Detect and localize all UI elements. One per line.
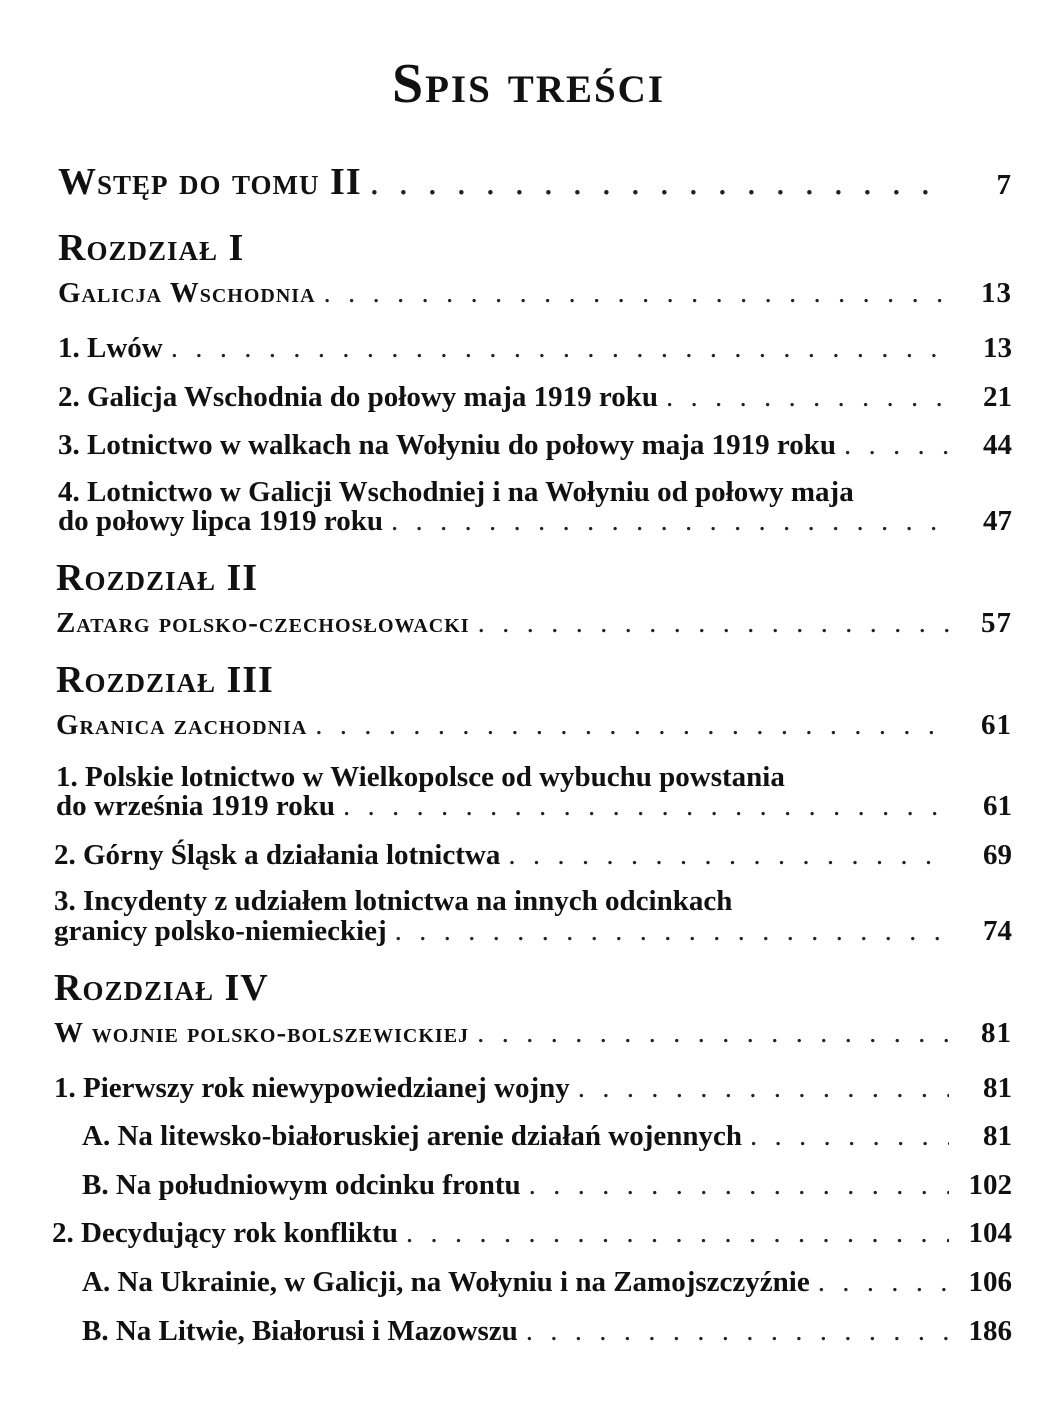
page-number: 186	[968, 1315, 1012, 1347]
page-number: 104	[968, 1217, 1012, 1249]
toc-entry-ch4-s2[interactable]	[52, 1218, 1012, 1248]
page-number: 74	[983, 915, 1012, 947]
page-number: 44	[983, 429, 1012, 461]
page-number: 106	[968, 1266, 1012, 1298]
toc-entry-ch3-subtitle[interactable]	[56, 710, 1012, 740]
toc-entry-label: 2. Galicja Wschodnia do połowy maja 1919 roku	[58, 381, 658, 413]
chapter-heading-3: Rozdział III	[56, 659, 274, 701]
page-number: 13	[983, 332, 1012, 364]
toc-entry-ch3-s2[interactable]	[54, 840, 1012, 870]
page-number: 81	[981, 1017, 1012, 1049]
leader-dots	[343, 791, 949, 821]
leader-dots	[508, 840, 949, 870]
page-number: 102	[968, 1169, 1012, 1201]
leader-dots	[324, 278, 949, 308]
toc-entry-ch2-subtitle[interactable]	[56, 608, 1012, 638]
toc-entry-intro[interactable]	[58, 162, 1012, 205]
page-number: 7	[996, 169, 1012, 201]
toc-entry-ch1-s4[interactable]	[58, 506, 1012, 536]
toc-entry-ch3-s1-line1: 1. Polskie lotnictwo w Wielkopolsce od wybuchu powstania	[56, 761, 785, 793]
toc-entry-label: 1. Pierwszy rok niewypowiedzianej wojny	[54, 1072, 570, 1104]
leader-dots	[526, 1316, 949, 1346]
page-number: 81	[983, 1072, 1012, 1104]
toc-entry-ch1-s2[interactable]	[58, 382, 1012, 412]
toc-entry-label: A. Na litewsko-białoruskiej arenie działań wojennych	[82, 1120, 743, 1152]
leader-dots	[395, 916, 949, 946]
toc-entry-label: W wojnie polsko-bolszewickiej	[54, 1017, 470, 1049]
toc-entry-ch1-s4-line1: 4. Lotnictwo w Galicji Wschodniej i na Wołyniu od połowy maja	[58, 476, 854, 508]
leader-dots	[844, 430, 949, 460]
leader-dots	[370, 162, 949, 202]
toc-entry-ch4-s1[interactable]	[54, 1073, 1012, 1103]
leader-dots	[477, 1018, 949, 1048]
leader-dots	[750, 1121, 949, 1151]
page-number: 57	[981, 607, 1012, 639]
page-title: Spis treści	[391, 53, 666, 115]
toc-entry-label: Zatarg polsko-czechosłowacki	[56, 607, 470, 639]
toc-entry-ch1-s1[interactable]	[58, 333, 1012, 363]
leader-dots	[818, 1267, 949, 1297]
chapter-heading-2: Rozdział II	[56, 557, 259, 599]
page-number: 21	[983, 381, 1012, 413]
toc-entry-ch3-s3[interactable]	[54, 916, 1012, 946]
toc-entry-ch3-s1[interactable]	[56, 791, 1012, 821]
leader-dots	[171, 333, 949, 363]
toc-entry-label: Granica zachodnia	[56, 709, 308, 741]
toc-entry-label: do września 1919 roku	[56, 790, 336, 822]
toc-entry-label: 2. Górny Śląsk a działania lotnictwa	[54, 839, 501, 871]
chapter-heading-1: Rozdział I	[58, 227, 245, 269]
leader-dots	[406, 1218, 949, 1248]
toc-entry-label: 2. Decydujący rok konfliktu	[52, 1217, 398, 1249]
toc-entry-label: granicy polsko-niemieckiej	[54, 915, 387, 947]
toc-entry-ch4-s1a[interactable]	[82, 1121, 1012, 1151]
toc-entry-label: 3. Lotnictwo w walkach na Wołyniu do połowy maja 1919 roku	[58, 429, 837, 461]
page-number: 69	[983, 839, 1012, 871]
toc-entry-label: Galicja Wschodnia	[58, 277, 316, 309]
leader-dots	[391, 506, 949, 536]
toc-entry-ch4-s2a[interactable]	[82, 1267, 1012, 1297]
leader-dots	[666, 382, 949, 412]
toc-entry-ch4-subtitle[interactable]	[54, 1018, 1012, 1048]
page-number: 61	[983, 790, 1012, 822]
toc-entry-label: A. Na Ukrainie, w Galicji, na Wołyniu i na Zamojszczyźnie	[82, 1266, 810, 1298]
page-number: 13	[981, 277, 1012, 309]
toc-entry-ch4-s2b[interactable]	[82, 1316, 1012, 1346]
leader-dots	[529, 1170, 949, 1200]
leader-dots	[315, 710, 949, 740]
toc-entry-label: do połowy lipca 1919 roku	[58, 505, 383, 537]
toc-entry-ch3-s3-line1: 3. Incydenty z udziałem lotnictwa na innych odcinkach	[54, 885, 733, 917]
page-number: 47	[983, 505, 1012, 537]
page-number: 81	[983, 1120, 1012, 1152]
leader-dots	[578, 1073, 949, 1103]
toc-entry-label: B. Na Litwie, Białorusi i Mazowszu	[82, 1315, 518, 1347]
leader-dots	[478, 608, 949, 638]
toc-entry-label: B. Na południowym odcinku frontu	[82, 1169, 521, 1201]
chapter-heading-4: Rozdział IV	[54, 967, 269, 1009]
page-number: 61	[981, 709, 1012, 741]
toc-entry-ch1-s3[interactable]	[58, 430, 1012, 460]
toc-entry-label: 1. Lwów	[58, 332, 163, 364]
toc-entry-ch1-subtitle[interactable]	[58, 278, 1012, 308]
toc-entry-ch4-s1b[interactable]	[82, 1170, 1012, 1200]
toc-entry-label: Wstęp do tomu II	[58, 161, 362, 203]
